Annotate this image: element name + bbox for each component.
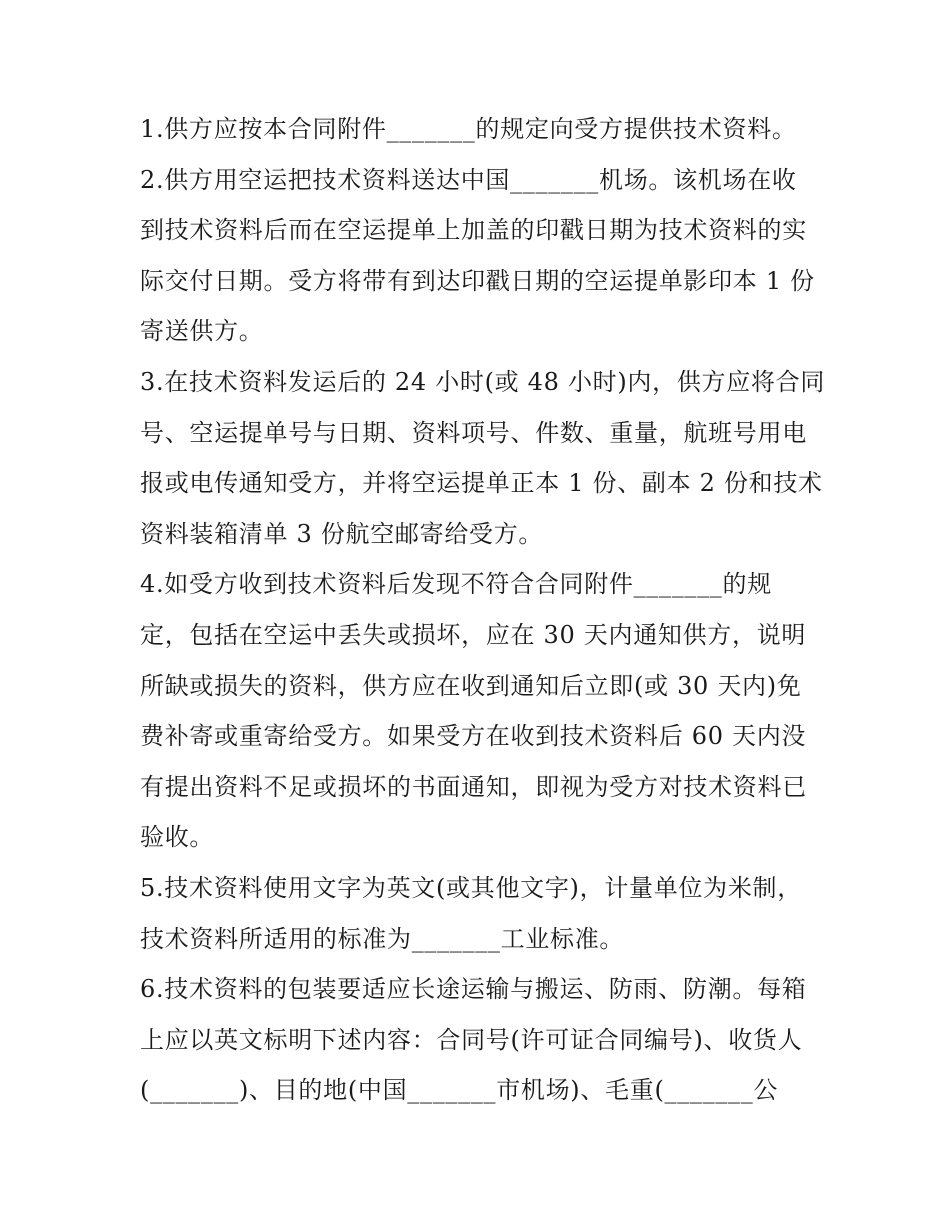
text-line: 所缺或损失的资料，供方应在收到通知后立即(或 30 天内)免 [140, 671, 802, 700]
text-line: 报或电传通知受方，并将空运提单正本 1 份、副本 2 份和技术 [140, 469, 823, 498]
text-line: 3.在技术资料发运后的 24 小时(或 48 小时)内，供方应将合同 [140, 367, 826, 396]
text-line: 到技术资料后而在空运提单上加盖的印戳日期为技术资料的实 [140, 216, 807, 245]
text-line: 号、空运提单号与日期、资料项号、件数、重量，航班号用电 [140, 418, 807, 447]
text-line: 6.技术资料的包装要适应长途运输与搬运、防雨、防潮。每箱 [140, 975, 807, 1004]
text-line: 上应以英文标明下述内容：合同号(许可证合同编号)、收货人 [140, 1025, 803, 1054]
text-line: 4.如受方收到技术资料后发现不符合合同附件_______的规 [140, 570, 772, 599]
text-line: 费补寄或重寄给受方。如果受方在收到技术资料后 60 天内没 [140, 722, 807, 751]
text-line: 技术资料所适用的标准为_______工业标准。 [140, 924, 625, 953]
text-line: 资料装箱清单 3 份航空邮寄给受方。 [140, 519, 544, 548]
text-line: 1.供方应按本合同附件_______的规定向受方提供技术资料。 [140, 115, 797, 143]
document-body [140, 104, 830, 1116]
text-line: 2.供方用空运把技术资料送达中国_______机场。该机场在收 [140, 165, 797, 194]
text-line: 有提出资料不足或损坏的书面通知，即视为受方对技术资料已 [140, 772, 807, 801]
text-line: 验收。 [140, 823, 215, 852]
text-line: (_______)、目的地(中国_______市机场)、毛重(_______公 [140, 1076, 779, 1105]
text-line: 际交付日期。受方将带有到达印戳日期的空运提单影印本 1 份 [140, 266, 815, 295]
text-line: 5.技术资料使用文字为英文(或其他文字)，计量单位为米制， [140, 873, 802, 902]
text-line: 定，包括在空运中丢失或损坏，应在 30 天内通知供方，说明 [140, 620, 807, 649]
text-line: 寄送供方。 [140, 317, 264, 346]
